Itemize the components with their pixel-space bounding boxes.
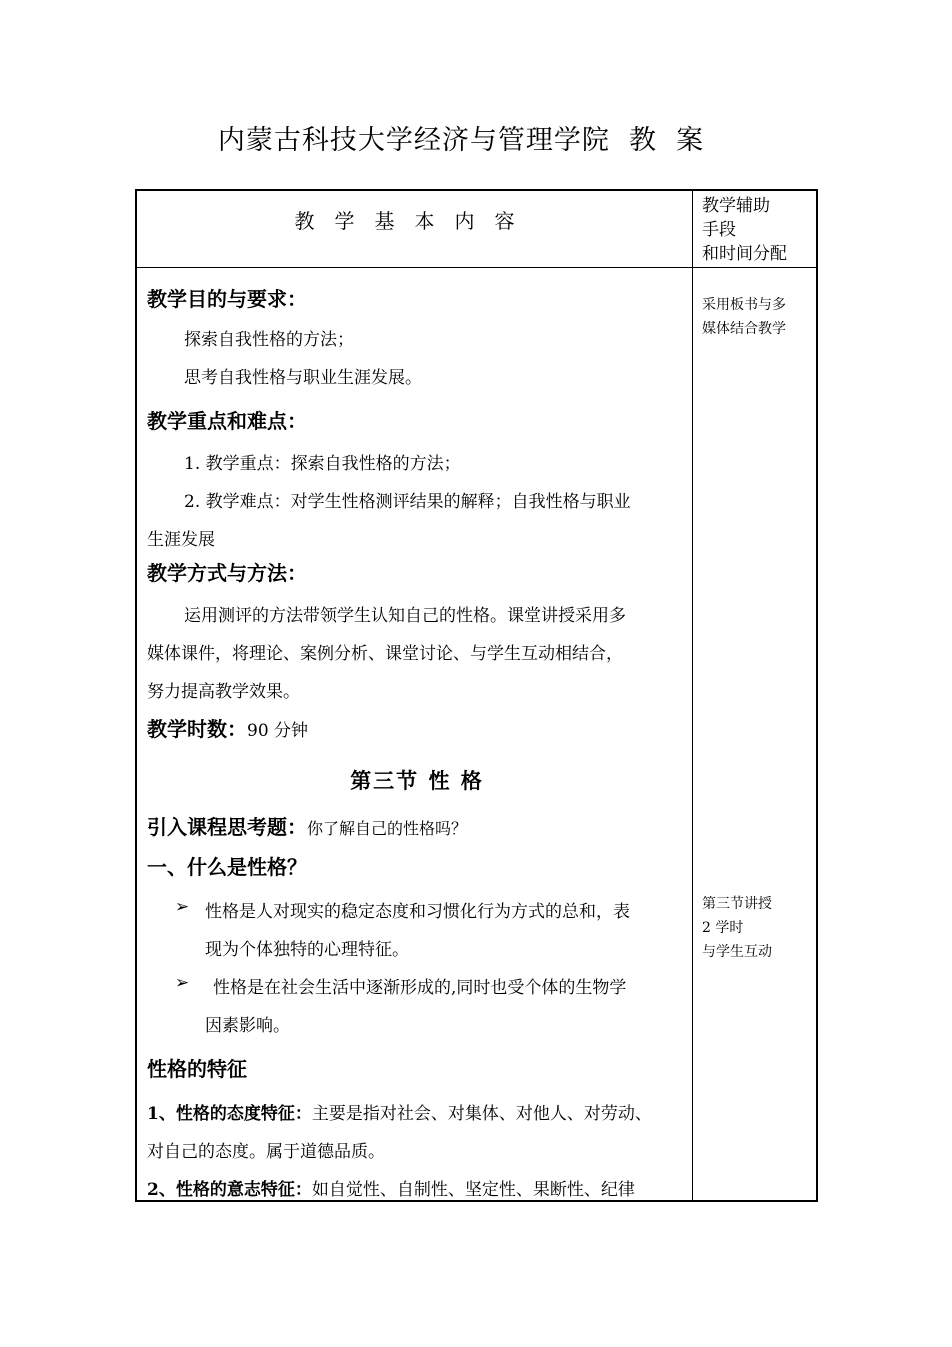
feature-label: 1、性格的态度特征： [147, 1104, 312, 1124]
feature-continuation: 对自己的态度。属于道德品质。 [147, 1142, 385, 1162]
header-basic-content: 教学基本内容 [294, 209, 535, 233]
key-point-continuation: 生涯发展 [147, 530, 215, 550]
column-divider [692, 191, 693, 1200]
feature-item [147, 1175, 687, 1200]
section-title: 第三节 性 格 [350, 768, 484, 793]
key-point-item: 1. 教学重点：探索自我性格的方法； [184, 454, 461, 474]
document-title: 内蒙古科技大学经济与管理学院 教 案 [217, 125, 705, 156]
feature-item [147, 1099, 687, 1124]
bullet-item [147, 897, 687, 921]
duration-heading: 教学时数： [147, 717, 247, 741]
methods-text: 媒体课件，将理论、案例分析、课堂讨论、与学生互动相结合， [147, 644, 623, 664]
part1-heading: 一、什么是性格？ [147, 855, 307, 879]
feature-label: 2、性格的意志特征： [147, 1180, 312, 1200]
duration-line [147, 713, 687, 742]
methods-heading: 教学方式与方法： [147, 561, 307, 585]
header-row-divider [137, 267, 816, 268]
bullet-icon: ➢ [175, 897, 190, 917]
side-note-line: 第三节讲授 [702, 896, 772, 912]
objective-item: 探索自我性格的方法； [184, 330, 354, 350]
features-heading: 性格的特征 [147, 1057, 247, 1081]
bullet-icon: ➢ [175, 973, 190, 993]
duration-value: 90 分钟 [247, 721, 309, 741]
side-note-line: 2 学时 [702, 920, 744, 936]
intro-heading: 引入课程思考题： [147, 815, 307, 839]
side-note-line: 采用板书与多 [702, 297, 786, 313]
side-note-teaching-method [702, 293, 817, 341]
intro-line [147, 811, 687, 840]
feature-text: 主要是指对社会、对集体、对他人、对劳动、 [311, 1104, 652, 1124]
header-side-line: 和时间分配 [702, 244, 787, 264]
methods-text: 运用测评的方法带领学生认知自己的性格。课堂讲授采用多 [184, 606, 626, 626]
bullet-continuation: 因素影响。 [205, 1016, 290, 1036]
bullet-text: 性格是在社会生活中逐渐形成的,同时也受个体的生物学 [213, 978, 627, 998]
intro-question: 你了解自己的性格吗？ [307, 819, 468, 838]
bullet-continuation: 现为个体独特的心理特征。 [205, 940, 409, 960]
key-points-heading: 教学重点和难点： [147, 409, 307, 433]
header-side-line: 教学辅助 [702, 196, 770, 216]
header-teaching-aids [702, 194, 817, 266]
side-note-line: 媒体结合教学 [702, 321, 786, 337]
header-side-line: 手段 [702, 220, 736, 240]
side-note-section-time [702, 892, 817, 964]
side-note-line: 与学生互动 [702, 944, 772, 960]
objective-item: 思考自我性格与职业生涯发展。 [184, 368, 422, 388]
methods-text: 努力提高教学效果。 [147, 682, 300, 702]
feature-text: 如自觉性、自制性、坚定性、果断性、纪律 [311, 1180, 635, 1200]
objectives-heading: 教学目的与要求： [147, 287, 307, 311]
bullet-item [147, 973, 687, 997]
key-point-item: 2. 教学难点：对学生性格测评结果的解释；自我性格与职业 [184, 492, 631, 512]
lesson-plan-table [135, 189, 818, 1202]
bullet-text: 性格是人对现实的稳定态度和习惯化行为方式的总和，表 [205, 902, 630, 922]
